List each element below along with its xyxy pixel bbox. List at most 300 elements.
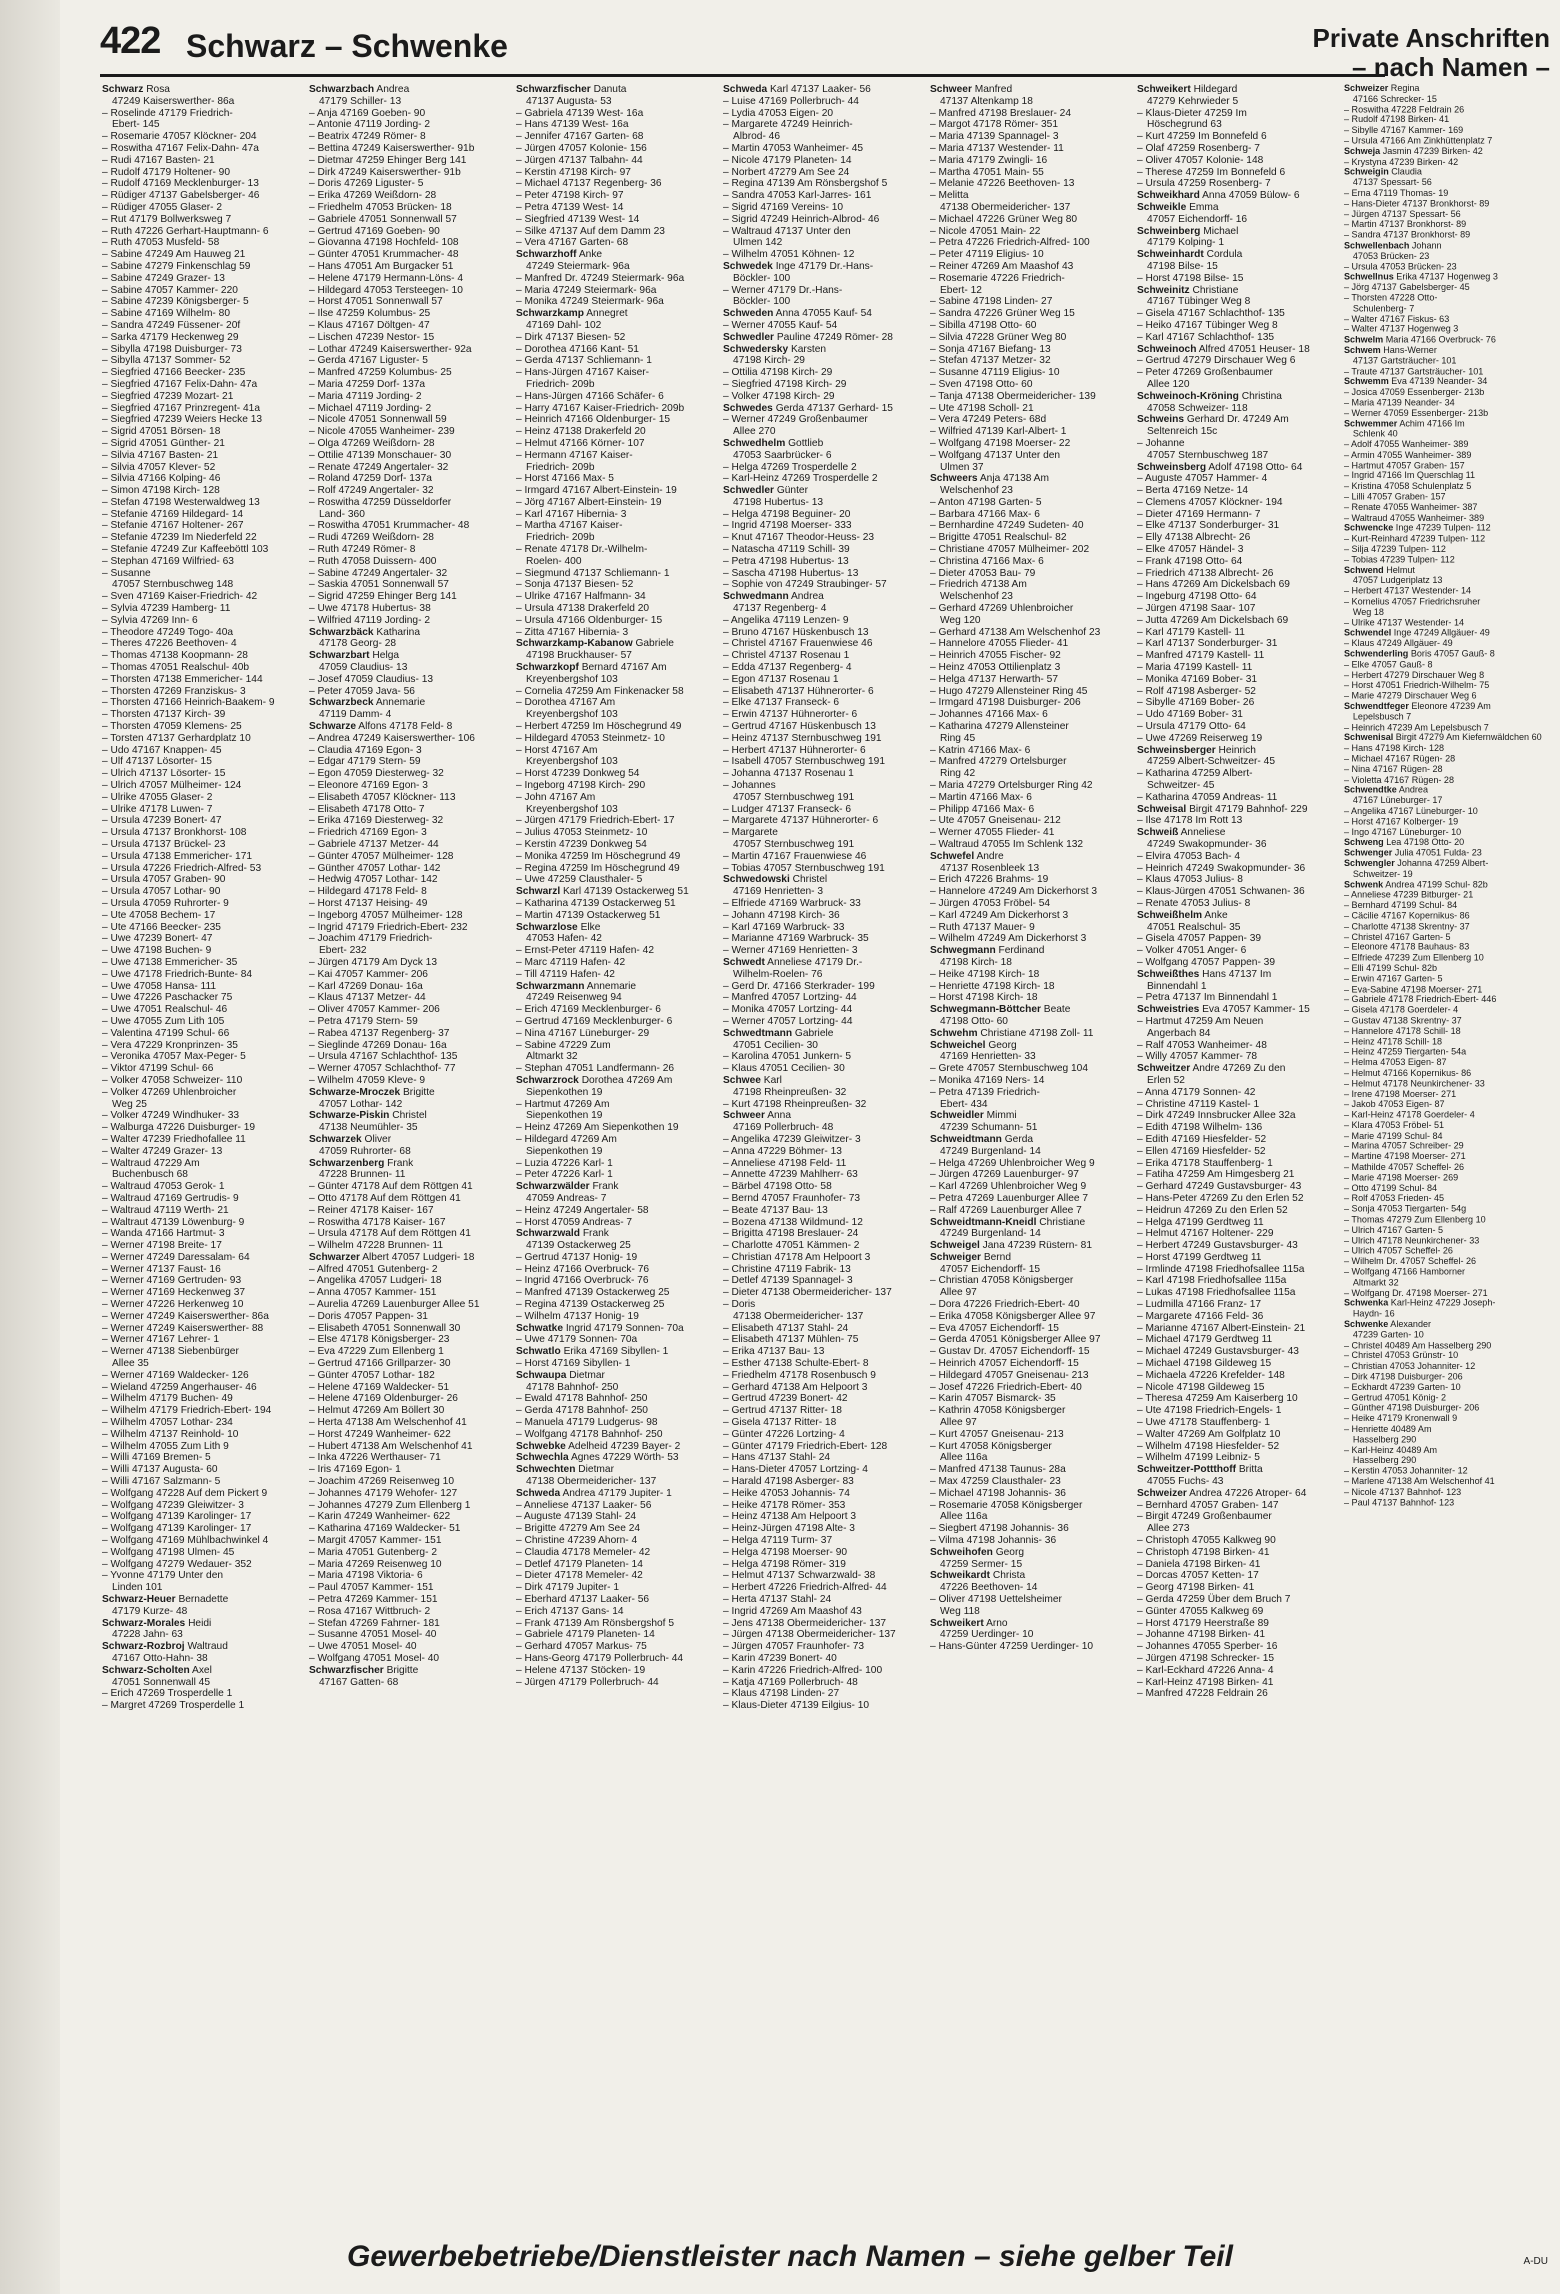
- entry-text: – Helmut 47166 Kopernikus- 86: [1344, 1068, 1472, 1079]
- entry-text: – Claudia 47169 Egon- 3: [309, 744, 422, 756]
- listing-entry: [309, 1016, 507, 1028]
- entry-text: – Susanne: [102, 567, 151, 579]
- entry-text: Georg: [995, 1546, 1025, 1558]
- entry-text: – Sabine 47229 Zum: [516, 1039, 611, 1051]
- surname-entry: [1344, 168, 1542, 178]
- surname-entry: [309, 1087, 507, 1099]
- entry-text: – Waltraud 47055 Im Schlenk 132: [930, 839, 1084, 850]
- surname-entry: [1137, 226, 1335, 238]
- surname: Schwegmann: [930, 945, 996, 957]
- entry-text: Annemarie: [586, 980, 637, 992]
- listing-entry: [1344, 1100, 1542, 1110]
- listing-entry: [309, 1629, 507, 1641]
- entry-text: – Lukas 47198 Friedhofsallee 115a: [1137, 1287, 1296, 1299]
- listing-entry: [516, 119, 714, 131]
- entry-text: – Heike 47178 Römer- 353: [723, 1499, 846, 1511]
- entry-text: – Josef 47059 Claudius- 13: [309, 673, 434, 685]
- entry-text: – Waltraud 47119 Werth- 21: [102, 1204, 229, 1216]
- listing-entry: [1137, 839, 1335, 851]
- listing-entry: [930, 237, 1128, 249]
- listing-entry: [1344, 1435, 1542, 1445]
- listing-entry: [1137, 1559, 1335, 1571]
- listing-entry: [930, 1063, 1128, 1075]
- entry-text: – Ulrich 47178 Neunkirchener- 33: [1344, 1236, 1480, 1246]
- entry-text: – Udo 47169 Bober- 31: [1137, 709, 1243, 721]
- section-title: [1313, 24, 1550, 82]
- entry-text: Elke: [580, 921, 601, 933]
- entry-text: – Gerda 47178 Bahnhof- 250: [516, 1405, 648, 1417]
- listing-entry: [309, 261, 507, 273]
- entry-text: – Maria 47198 Viktoria- 6: [309, 1570, 423, 1582]
- listing-entry: [930, 332, 1128, 344]
- entry-text: Weg 25: [112, 1098, 147, 1110]
- entry-text: Allee 97: [940, 1287, 977, 1299]
- entry-text: – Siegfried 47239 Mozart- 21: [102, 390, 234, 402]
- entry-text: – Erna 47119 Thomas- 19: [1344, 188, 1449, 199]
- entry-text: – Christian 47058 Königsberger: [930, 1275, 1074, 1287]
- entry-text: – Monika 47249 Steiermark- 96a: [516, 296, 664, 308]
- listing-entry: [1344, 1477, 1542, 1487]
- listing-entry: [1344, 1351, 1542, 1361]
- surname: Schwarze-Mroczek: [309, 1086, 401, 1098]
- surname: Schweißthes: [1137, 968, 1200, 980]
- surname: Schweistries: [1137, 1004, 1200, 1016]
- entry-text: 47167 Otto-Hahn- 38: [112, 1652, 208, 1664]
- surname: Schweng: [1344, 838, 1384, 848]
- entry-text: – Rüdiger 47055 Glaser- 2: [102, 201, 223, 213]
- entry-text: – Hannelore 47178 Schill- 18: [1344, 1026, 1461, 1037]
- listing-entry: [930, 1452, 1128, 1464]
- listing-entry: [1137, 367, 1335, 379]
- entry-text: Ring 45: [940, 732, 976, 744]
- entry-text: Pauline 47249 Römer- 28: [776, 331, 893, 343]
- listing-entry: [309, 1606, 507, 1618]
- entry-text: – Hans-Günter 47259 Uerdinger- 10: [930, 1641, 1094, 1653]
- surname: Schwenke: [1344, 1319, 1389, 1330]
- surname: Schweden: [723, 308, 774, 320]
- listing-entry: [102, 1393, 300, 1405]
- entry-text: – Martin 47053 Wanheimer- 45: [723, 142, 864, 154]
- surname: Schweinoch: [1137, 343, 1197, 355]
- listing-entry: [723, 1346, 921, 1358]
- listing-entry: [930, 520, 1128, 532]
- listing-entry: [102, 1523, 300, 1535]
- listing-entry: [309, 615, 507, 627]
- listing-entry: [1344, 953, 1542, 963]
- surname-entry: [1344, 880, 1542, 890]
- listing-entry: [723, 1370, 921, 1382]
- listing-entry: [102, 1688, 300, 1700]
- surname-entry: [1137, 827, 1335, 839]
- entry-text: Böckler- 100: [733, 272, 791, 284]
- entry-text: – Kerstin 47198 Kirch- 97: [516, 166, 631, 178]
- entry-text: – Waltraut 47139 Löwenburg- 9: [102, 1216, 245, 1228]
- entry-text: – Traute 47137 Gartsträucher- 101: [1344, 366, 1484, 377]
- entry-text: – Ludger 47137 Franseck- 6: [723, 803, 851, 815]
- listing-entry: [930, 591, 1128, 603]
- entry-text: Karl 47137 Laaker- 56: [770, 84, 871, 95]
- listing-entry: [930, 1193, 1128, 1205]
- surname: Schwarzbart: [309, 650, 370, 662]
- surname-entry: [1137, 804, 1335, 816]
- listing-entry: [102, 450, 300, 462]
- entry-text: – Waltraud 47053 Gerok- 1: [102, 1181, 225, 1193]
- entry-text: – Gertrud 47169 Goeben- 90: [309, 225, 440, 237]
- listing-entry: [1344, 293, 1542, 303]
- entry-text: – Stephan 47169 Wilfried- 63: [102, 555, 234, 567]
- entry-text: – Petra 47139 Friedrich-: [930, 1086, 1040, 1098]
- listing-entry: [1137, 756, 1335, 768]
- entry-text: – Heinz 47138 Drakerfeld 20: [516, 426, 646, 438]
- surname-entry: [1137, 391, 1335, 403]
- entry-text: – Hildegard 47178 Feld- 8: [309, 886, 427, 898]
- entry-text: – Ulrich 47167 Garten- 5: [1344, 1225, 1444, 1236]
- entry-text: – Katharina 47169 Waldecker- 51: [309, 1523, 461, 1535]
- listing-entry: [930, 178, 1128, 190]
- entry-text: – Marlene 47138 Am Welschenhof 41: [1344, 1477, 1495, 1487]
- listing-entry: [723, 1252, 921, 1264]
- listing-entry: [516, 1405, 714, 1417]
- entry-text: – Stefanie 47239 Im Niederfeld 22: [102, 532, 257, 544]
- listing-entry: [309, 780, 507, 792]
- surname-entry: [1344, 733, 1542, 743]
- entry-text: – Uwe 47051 Mosel- 40: [309, 1641, 417, 1653]
- listing-entry: [930, 226, 1128, 238]
- entry-text: – Johanna 47137 Rosenau 1: [723, 768, 854, 780]
- listing-entry: [930, 992, 1128, 1004]
- entry-text: – Peter 47269 Großenbaumer: [1137, 367, 1273, 379]
- entry-text: – Regina 47139 Am Rönsbergshof 5: [723, 178, 888, 190]
- entry-text: Kreyenbergshof 103: [526, 803, 618, 815]
- listing-entry: [516, 532, 714, 544]
- entry-text: – Michael 47198 Gildeweg 15: [1137, 1358, 1272, 1370]
- listing-entry: [309, 1146, 507, 1158]
- entry-text: – Gerda 47051 Königsberger Allee 97: [930, 1334, 1101, 1346]
- surname-entry: [516, 981, 714, 993]
- listing-entry: [1344, 618, 1542, 628]
- listing-entry: [1344, 105, 1542, 115]
- entry-text: Boris 47057 Gauß- 8: [1410, 649, 1495, 660]
- entry-text: – Karl-Heinz 47269 Trosperdelle 2: [723, 473, 878, 485]
- entry-text: Ring 42: [940, 768, 976, 780]
- entry-text: – Sigrid 47169 Vereins- 10: [723, 201, 844, 213]
- listing-entry: [516, 1382, 714, 1394]
- surname: Schwemm: [1344, 377, 1389, 388]
- entry-text: Eleonore 47239 Am: [1411, 701, 1491, 712]
- entry-text: – Luzia 47226 Karl- 1: [516, 1157, 613, 1169]
- entry-text: – Auguste 47057 Hammer- 4: [1137, 473, 1268, 485]
- listing-entry: [723, 556, 921, 568]
- surname-entry: [102, 1618, 300, 1630]
- entry-text: – Herbert 47226 Friedrich-Alfred- 44: [723, 1582, 887, 1594]
- listing-entry: [516, 851, 714, 863]
- entry-text: – Werner 47055 Flieder- 41: [930, 827, 1055, 839]
- listing-entry: [1344, 545, 1542, 555]
- listing-entry: [309, 1441, 507, 1453]
- directory-column-2: [309, 84, 507, 2214]
- entry-text: Anke: [1204, 909, 1228, 921]
- surname: Schweißhelm: [1137, 909, 1203, 921]
- surname: Schwarzer: [309, 1251, 360, 1263]
- listing-entry: [930, 969, 1128, 981]
- listing-entry: [1137, 874, 1335, 886]
- entry-text: – Elke 47057 Händel- 3: [1137, 544, 1244, 556]
- entry-text: – Sibylle 47169 Bober- 26: [1137, 697, 1255, 709]
- listing-entry: [102, 1063, 300, 1075]
- entry-text: – Horst 47167 Am: [516, 744, 598, 756]
- entry-text: Beate: [1043, 1004, 1071, 1016]
- listing-entry: [516, 355, 714, 367]
- listing-entry: [930, 733, 1128, 745]
- entry-text: – Simon 47198 Kirch- 128: [102, 485, 220, 497]
- entry-text: – Horst 47051 Friedrich-Wilhelm- 75: [1344, 681, 1490, 691]
- listing-entry: [1344, 1456, 1542, 1466]
- entry-text: – Rut 47179 Bollwerksweg 7: [102, 213, 232, 225]
- entry-text: – Tanja 47138 Obermeidericher- 139: [930, 390, 1096, 402]
- listing-entry: [516, 1051, 714, 1063]
- entry-text: – Wilhelm 47055 Zum Lith 9: [102, 1440, 229, 1452]
- listing-entry: [1137, 532, 1335, 544]
- surname-entry: [516, 922, 714, 934]
- entry-text: – Peter 47198 Kirch- 97: [516, 190, 624, 202]
- entry-text: – Walter 47269 Am Golfplatz 10: [1137, 1428, 1281, 1440]
- listing-entry: [930, 462, 1128, 474]
- entry-text: – Roselinde 47179 Friedrich-: [102, 107, 233, 119]
- entry-text: – Margarete: [723, 827, 778, 839]
- listing-entry: [309, 1299, 507, 1311]
- listing-entry: [723, 945, 921, 957]
- surname-entry: [309, 84, 507, 96]
- listing-entry: [516, 780, 714, 792]
- listing-entry: [102, 591, 300, 603]
- listing-entry: [516, 273, 714, 285]
- listing-entry: [930, 1594, 1128, 1606]
- listing-entry: [930, 190, 1128, 202]
- entry-text: – Karin 47249 Wanheimer- 622: [309, 1511, 451, 1523]
- entry-text: – Michael 47119 Jording- 2: [309, 402, 432, 414]
- listing-entry: [1137, 615, 1335, 627]
- listing-entry: [930, 898, 1128, 910]
- surname: Schweinsberg: [1137, 461, 1207, 473]
- entry-text: – Wanda 47166 Hartmut- 3: [102, 1228, 225, 1240]
- listing-entry: [1344, 252, 1542, 262]
- listing-entry: [102, 1087, 300, 1099]
- listing-entry: [516, 155, 714, 167]
- entry-text: Eva 47139 Neander- 34: [1391, 377, 1488, 388]
- listing-entry: [102, 1700, 300, 1712]
- listing-entry: [1344, 1289, 1542, 1299]
- entry-text: Manfred: [974, 84, 1013, 95]
- entry-text: – Gertrud 47279 Dirschauer Weg 6: [1137, 355, 1296, 367]
- entry-text: – Horst 47169 Sibyllen- 1: [516, 1358, 631, 1370]
- entry-text: – Kurt 47259 Im Bonnefeld 6: [1137, 131, 1267, 143]
- surname-entry: [723, 344, 921, 356]
- entry-text: – Henriette 47198 Kirch- 18: [930, 980, 1055, 992]
- entry-text: – Angelika 47057 Ludgeri- 18: [309, 1275, 442, 1287]
- entry-text: – Christel 47167 Frauenwiese 46: [723, 638, 873, 650]
- entry-text: – Uwe 47178 Hubertus- 38: [309, 603, 431, 615]
- listing-entry: [516, 615, 714, 627]
- entry-text: – Wolfgang 47239 Gleiwitzer- 3: [102, 1499, 244, 1511]
- listing-entry: [723, 709, 921, 721]
- listing-columns: [102, 84, 1548, 2214]
- listing-entry: [930, 1500, 1128, 1512]
- listing-entry: [723, 1594, 921, 1606]
- entry-text: – Irene 47198 Moerser- 271: [1344, 1089, 1457, 1100]
- entry-text: 47226 Beethoven- 14: [940, 1582, 1038, 1594]
- listing-entry: [102, 296, 300, 308]
- entry-text: – Reiner 47178 Kaiser- 167: [309, 1204, 434, 1216]
- listing-entry: [1344, 1194, 1542, 1204]
- entry-text: Gerda 47137 Gerhard- 15: [775, 402, 893, 414]
- listing-entry: [102, 509, 300, 521]
- entry-text: – Gertrud 47137 Honig- 19: [516, 1251, 638, 1263]
- entry-text: – Wolfgang 47198 Moerser- 22: [930, 437, 1071, 449]
- entry-text: Angerbach 84: [1147, 1027, 1211, 1039]
- entry-text: – Werner 47198 Breite- 17: [102, 1240, 222, 1252]
- entry-text: – Ingo 47167 Lüneburger- 10: [1344, 827, 1462, 838]
- entry-text: – Sabine 47169 Wilhelm- 80: [102, 308, 230, 320]
- entry-text: – Ruth 47137 Mauer- 9: [930, 921, 1035, 933]
- listing-entry: [102, 1346, 300, 1358]
- listing-entry: [1137, 1535, 1335, 1547]
- listing-entry: [309, 414, 507, 426]
- entry-text: – Karl 47167 Schlachthof- 135: [1137, 331, 1275, 343]
- listing-entry: [309, 237, 507, 249]
- listing-entry: [1344, 608, 1542, 618]
- entry-text: – Klaus-Jürgen 47051 Schwanen- 36: [1137, 886, 1305, 898]
- listing-entry: [1137, 1051, 1335, 1063]
- listing-entry: [102, 1582, 300, 1594]
- entry-text: – Siegfried 47198 Kirch- 29: [723, 378, 847, 390]
- entry-text: 47167 Gatten- 68: [319, 1676, 399, 1688]
- footer-code: A-DU: [1523, 2256, 1548, 2267]
- listing-entry: [102, 898, 300, 910]
- entry-text: Christel: [392, 1110, 427, 1122]
- entry-text: – Walter 47167 Fiskus- 63: [1344, 314, 1450, 325]
- entry-text: – Harald 47198 Asberger- 83: [723, 1476, 854, 1488]
- listing-entry: [723, 992, 921, 1004]
- entry-text: – Werner 47179 Dr.-Hans-: [723, 284, 843, 296]
- listing-entry: [309, 1311, 507, 1323]
- listing-entry: [516, 1677, 714, 1689]
- listing-entry: [309, 827, 507, 839]
- entry-text: – Sven 47169 Kaiser-Friedrich- 42: [102, 591, 258, 603]
- entry-text: – Hildegard 47057 Gneisenau- 213: [930, 1369, 1089, 1381]
- listing-entry: [930, 579, 1128, 591]
- listing-entry: [723, 108, 921, 120]
- listing-entry: [102, 1169, 300, 1181]
- listing-entry: [1344, 388, 1542, 398]
- entry-text: – Ulrike 47167 Halfmann- 34: [516, 591, 646, 603]
- listing-entry: [309, 308, 507, 320]
- listing-entry: [102, 1040, 300, 1052]
- listing-entry: [723, 1417, 921, 1429]
- entry-text: 47179 Kolping- 1: [1147, 237, 1225, 249]
- entry-text: – Elfriede 47169 Warbruck- 33: [723, 897, 861, 909]
- listing-entry: [102, 1334, 300, 1346]
- listing-entry: [309, 1476, 507, 1488]
- listing-entry: [102, 957, 300, 969]
- entry-text: – Karin 47239 Bonert- 40: [723, 1652, 837, 1664]
- entry-text: – Sonja 47167 Biefang- 13: [930, 343, 1051, 355]
- listing-entry: [102, 261, 300, 273]
- listing-entry: [309, 367, 507, 379]
- entry-text: 47259 Sermer- 15: [940, 1558, 1023, 1570]
- listing-entry: [102, 1181, 300, 1193]
- listing-entry: [723, 1653, 921, 1665]
- listing-entry: [309, 579, 507, 591]
- surname: Schweins: [1137, 414, 1184, 426]
- entry-text: – Josef 47226 Friedrich-Ebert- 40: [930, 1381, 1082, 1393]
- entry-text: – Sieglinde 47269 Donau- 16a: [309, 1039, 447, 1051]
- surname: Schwarzmann: [516, 980, 585, 992]
- listing-entry: [102, 674, 300, 686]
- listing-entry: [516, 450, 714, 462]
- listing-entry: [930, 1464, 1128, 1476]
- entry-text: – Hartmut 47259 Am Neuen: [1137, 1015, 1264, 1027]
- listing-entry: [102, 1051, 300, 1063]
- listing-entry: [1137, 509, 1335, 521]
- entry-text: – Uwe 47178 Friedrich-Bunte- 84: [102, 968, 253, 980]
- listing-entry: [723, 1641, 921, 1653]
- surname-entry: [930, 1134, 1128, 1146]
- surname-entry: [516, 1452, 714, 1464]
- listing-entry: [723, 119, 921, 131]
- entry-text: – Werner 47059 Essenberger- 213b: [1344, 408, 1489, 419]
- listing-entry: [516, 1040, 714, 1052]
- entry-text: – Elisabeth 47137 Mühlen- 75: [723, 1334, 859, 1346]
- entry-text: – Klaus-Dieter 47259 Im: [1137, 107, 1247, 119]
- surname: Schweda: [516, 1487, 561, 1499]
- listing-entry: [1137, 485, 1335, 497]
- listing-entry: [309, 1028, 507, 1040]
- entry-text: 47198 Kirch- 29: [733, 355, 805, 367]
- listing-entry: [516, 1417, 714, 1429]
- surname: Schwem: [1344, 345, 1381, 356]
- surname: Schweikle: [1137, 201, 1187, 213]
- listing-entry: [516, 992, 714, 1004]
- page-footer: [0, 2236, 1560, 2286]
- listing-entry: [1137, 1405, 1335, 1417]
- listing-entry: [723, 379, 921, 391]
- entry-text: – Rosa 47167 Wittbruch- 2: [309, 1605, 431, 1617]
- entry-text: – Christel 47053 Grünstr- 10: [1344, 1351, 1459, 1362]
- listing-entry: [723, 1570, 921, 1582]
- entry-text: – Rosemarie 47058 Königsberger: [930, 1499, 1083, 1511]
- listing-entry: [516, 792, 714, 804]
- surname: Schwenderling: [1344, 649, 1409, 660]
- listing-entry: [309, 485, 507, 497]
- listing-entry: [930, 1275, 1128, 1287]
- listing-entry: [309, 438, 507, 450]
- listing-entry: [309, 1547, 507, 1559]
- listing-entry: [1137, 1393, 1335, 1405]
- entry-text: – Wilhelm 47051 Köhnen- 12: [723, 249, 855, 261]
- listing-entry: [1344, 1058, 1542, 1068]
- entry-text: – Giovanna 47198 Hochfeld- 108: [309, 237, 459, 249]
- entry-text: – Helmut 47166 Körner- 107: [516, 437, 645, 449]
- listing-entry: [930, 1075, 1128, 1087]
- entry-text: – Elisabeth 47057 Klöckner- 113: [309, 791, 456, 803]
- entry-text: – Elisabeth 47137 Stahl- 24: [723, 1322, 849, 1334]
- listing-entry: [723, 1500, 921, 1512]
- listing-entry: [516, 1028, 714, 1040]
- entry-text: – Christel 47167 Garten- 5: [1344, 932, 1451, 943]
- entry-text: – Brigitte 47051 Realschul- 82: [930, 532, 1067, 544]
- entry-text: 47178 Georg- 28: [319, 638, 397, 650]
- listing-entry: [309, 226, 507, 238]
